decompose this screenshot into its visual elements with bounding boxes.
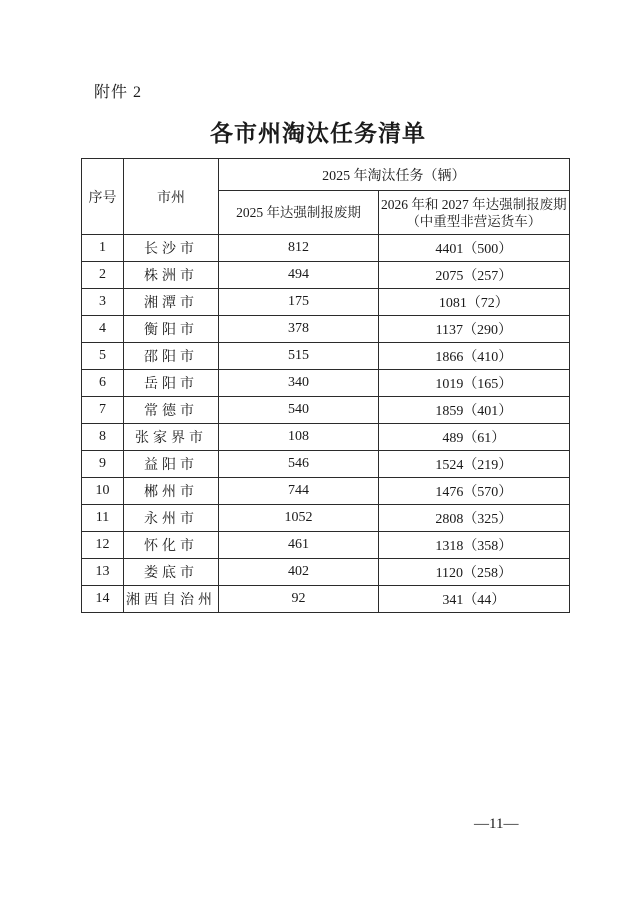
cell-due-2025: 515: [219, 343, 379, 370]
cell-due-2025: 402: [219, 559, 379, 586]
page-title: 各市州淘汰任务清单: [210, 121, 426, 146]
cell-index: 5: [82, 343, 124, 370]
table-row: [82, 478, 570, 505]
col-header-due-2025: 2025 年达强制报废期: [219, 191, 379, 235]
cell-due-2025: 92: [219, 586, 379, 613]
col-header-index: 序号: [82, 159, 124, 235]
cell-due-2026-2027: 1120（258）: [379, 559, 570, 586]
cell-due-2025: 378: [219, 316, 379, 343]
cell-due-2025: 744: [219, 478, 379, 505]
cell-index: 13: [82, 559, 124, 586]
table-row: [82, 262, 570, 289]
cell-city: 邵阳市: [124, 343, 219, 370]
table-body: [82, 235, 570, 613]
table-row: [82, 370, 570, 397]
cell-due-2026-2027: 1081（72）: [379, 289, 570, 316]
cell-due-2025: 540: [219, 397, 379, 424]
cell-index: 3: [82, 289, 124, 316]
table-row: [82, 316, 570, 343]
cell-due-2025: 108: [219, 424, 379, 451]
table-row: [82, 235, 570, 262]
table-row: [82, 343, 570, 370]
cell-city: 衡阳市: [124, 316, 219, 343]
cell-due-2026-2027: 1318（358）: [379, 532, 570, 559]
cell-city: 长沙市: [124, 235, 219, 262]
cell-index: 6: [82, 370, 124, 397]
col-header-due-2026-2027: [379, 191, 570, 235]
cell-city: 常德市: [124, 397, 219, 424]
cell-due-2025: 812: [219, 235, 379, 262]
table-row: [82, 532, 570, 559]
cell-city: 郴州市: [124, 478, 219, 505]
cell-due-2026-2027: 4401（500）: [379, 235, 570, 262]
col-header-due-2026-2027-line2: （中重型非营运货车）: [406, 213, 542, 229]
cell-city: 湘西自治州: [124, 586, 219, 613]
cell-due-2025: 461: [219, 532, 379, 559]
cell-index: 4: [82, 316, 124, 343]
cell-due-2025: 1052: [219, 505, 379, 532]
cell-due-2026-2027: 489（61）: [379, 424, 570, 451]
table-header: [82, 159, 570, 235]
col-header-city: 市州: [124, 159, 219, 235]
cell-city: 娄底市: [124, 559, 219, 586]
table-row: [82, 397, 570, 424]
cell-due-2025: 175: [219, 289, 379, 316]
cell-index: 12: [82, 532, 124, 559]
cell-index: 8: [82, 424, 124, 451]
cell-city: 湘潭市: [124, 289, 219, 316]
table-row: [82, 289, 570, 316]
cell-city: 永州市: [124, 505, 219, 532]
cell-index: 7: [82, 397, 124, 424]
elimination-task-table: [81, 158, 570, 613]
col-header-due-2026-2027-line1: 2026 年和 2027 年达强制报废期: [381, 196, 567, 212]
cell-city: 张家界市: [124, 424, 219, 451]
cell-due-2025: 546: [219, 451, 379, 478]
table-row: [82, 505, 570, 532]
cell-index: 2: [82, 262, 124, 289]
table-row: [82, 586, 570, 613]
cell-index: 1: [82, 235, 124, 262]
cell-index: 9: [82, 451, 124, 478]
page-number: —11—: [474, 816, 519, 832]
cell-due-2026-2027: 1866（410）: [379, 343, 570, 370]
cell-due-2025: 340: [219, 370, 379, 397]
attachment-label: 附件 2: [94, 84, 143, 101]
cell-due-2025: 494: [219, 262, 379, 289]
col-header-task-group: 2025 年淘汰任务（辆）: [219, 159, 570, 191]
cell-due-2026-2027: 1019（165）: [379, 370, 570, 397]
cell-due-2026-2027: 1524（219）: [379, 451, 570, 478]
table-row: [82, 451, 570, 478]
cell-due-2026-2027: 1859（401）: [379, 397, 570, 424]
cell-due-2026-2027: 1476（570）: [379, 478, 570, 505]
cell-city: 怀化市: [124, 532, 219, 559]
cell-city: 益阳市: [124, 451, 219, 478]
cell-due-2026-2027: 2075（257）: [379, 262, 570, 289]
table-row: [82, 559, 570, 586]
cell-due-2026-2027: 341（44）: [379, 586, 570, 613]
cell-index: 10: [82, 478, 124, 505]
cell-city: 株洲市: [124, 262, 219, 289]
cell-index: 14: [82, 586, 124, 613]
cell-city: 岳阳市: [124, 370, 219, 397]
cell-due-2026-2027: 2808（325）: [379, 505, 570, 532]
cell-index: 11: [82, 505, 124, 532]
table-row: [82, 424, 570, 451]
cell-due-2026-2027: 1137（290）: [379, 316, 570, 343]
